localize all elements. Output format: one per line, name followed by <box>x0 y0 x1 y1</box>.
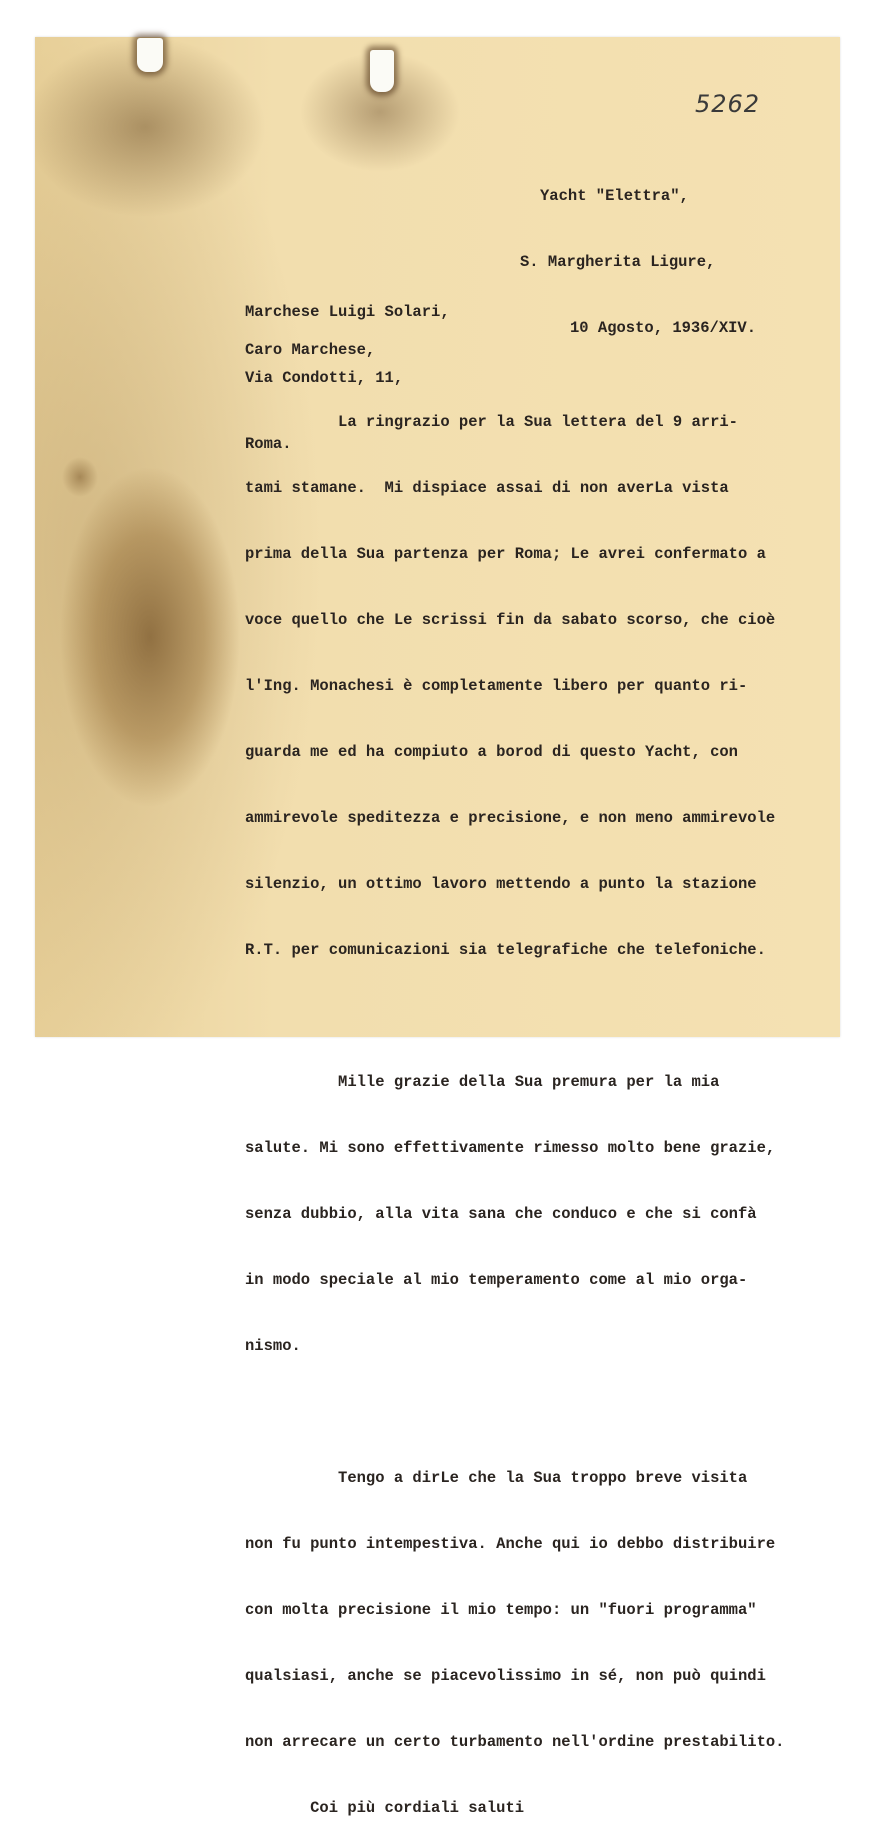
body-line: guarda me ed ha compiuto a borod di questo Yacht, con <box>245 743 738 761</box>
body-line: voce quello che Le scrissi fin da sabato scorso, che cioè <box>245 611 776 629</box>
recipient-street: Via Condotti, 11, <box>245 369 404 387</box>
body-line: salute. Mi sono effettivamente rimesso molto bene grazie, <box>245 1139 776 1157</box>
letter-heading <box>520 141 756 361</box>
body-line: tami stamane. Mi dispiace assai di non averLa vista <box>245 479 729 497</box>
body-line: qualsiasi, anche se piacevolissimo in sé, non può quindi <box>245 1667 766 1685</box>
body-line: ammirevole speditezza e precisione, e non meno ammirevole <box>245 809 776 827</box>
body-line <box>245 1005 785 1027</box>
heading-line-3: 10 Agosto, 1936/XIV. <box>570 319 757 337</box>
body-line: prima della Sua partenza per Roma; Le avrei confermato a <box>245 545 766 563</box>
body-line: senza dubbio, alla vita sana che conduco e che si confà <box>245 1205 757 1223</box>
body-line: in modo speciale al mio temperamento come al mio orga- <box>245 1271 748 1289</box>
salutation: Caro Marchese, <box>245 341 376 359</box>
letter-body <box>245 367 785 1841</box>
body-line <box>245 1401 785 1423</box>
body-line: La ringrazio per la Sua lettera del 9 arri- <box>245 413 738 431</box>
burn-hole-right <box>370 50 394 92</box>
body-line: non fu punto intempestiva. Anche qui io debbo distribuire <box>245 1535 776 1553</box>
body-line: silenzio, un ottimo lavoro mettendo a punto la stazione <box>245 875 757 893</box>
body-line: Mille grazie della Sua premura per la mia <box>245 1073 720 1091</box>
body-line: l'Ing. Monachesi è completamente libero per quanto ri- <box>245 677 748 695</box>
body-line: R.T. per comunicazioni sia telegrafiche che telefoniche. <box>245 941 766 959</box>
heading-line-1: Yacht "Elettra", <box>540 187 689 205</box>
body-line: con molta precisione il mio tempo: un "fuori programma" <box>245 1601 757 1619</box>
archive-number: 5262 <box>695 90 761 118</box>
body-line: nismo. <box>245 1337 301 1355</box>
body-line: non arrecare un certo turbamento nell'ordine prestabilito. <box>245 1733 785 1751</box>
heading-line-2: S. Margherita Ligure, <box>520 253 716 271</box>
closing-line: Coi più cordiali saluti <box>245 1799 525 1817</box>
recipient-name: Marchese Luigi Solari, <box>245 303 450 321</box>
recipient-city: Roma. <box>245 435 292 453</box>
body-line: Tengo a dirLe che la Sua troppo breve visita <box>245 1469 748 1487</box>
burn-hole-left <box>137 38 163 72</box>
